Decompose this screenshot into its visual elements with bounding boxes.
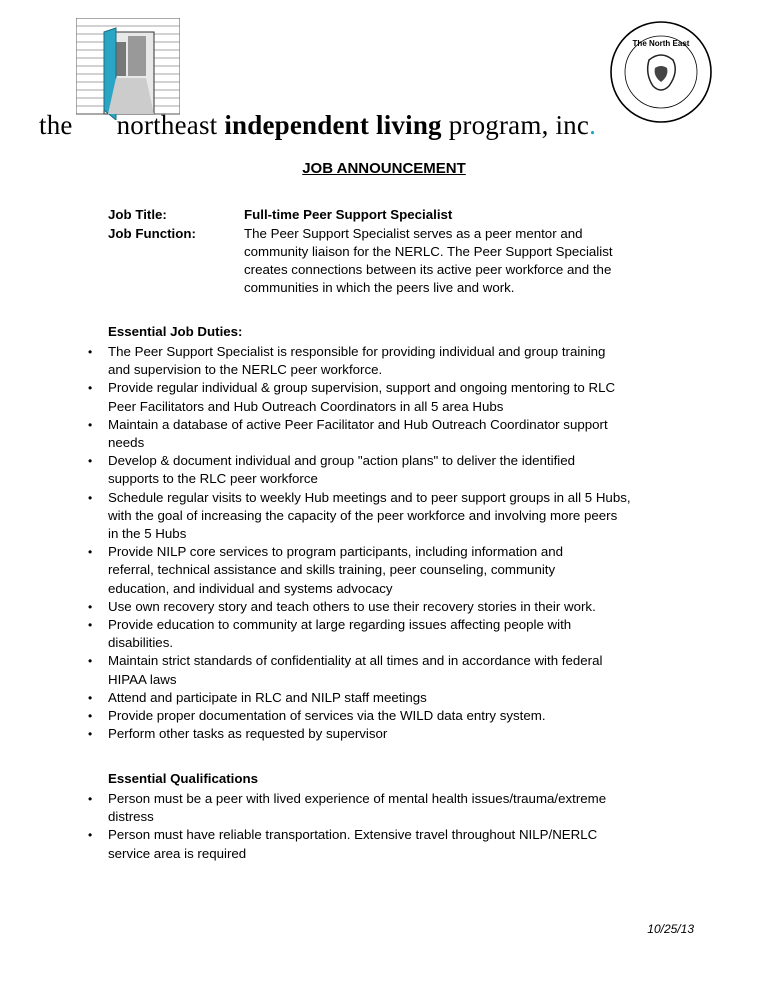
bullet-icon: • <box>88 792 93 806</box>
bullet-icon: • <box>88 345 93 359</box>
list-item <box>0 416 668 452</box>
list-item <box>0 707 668 725</box>
list-item-line: Maintain a database of active Peer Facilitator and Hub Outreach Coordinator support <box>108 416 608 432</box>
bullet-icon: • <box>88 709 93 724</box>
list-item-line: needs <box>108 435 145 451</box>
list-item-line: Peer Facilitators and Hub Outreach Coordinators in all 5 area Hubs <box>108 398 504 414</box>
list-item <box>0 652 668 688</box>
list-item-line: Person must have reliable transportation. Extensive travel throughout NILP/NERLC <box>108 827 598 843</box>
job-function-line: communities in which the peers live and work. <box>244 280 515 295</box>
job-title-label: Job Title: <box>108 207 167 222</box>
list-item-line: referral, technical assistance and skills training, peer counseling, community <box>108 562 556 578</box>
org-name-dot: . <box>589 110 597 140</box>
list-item-line: Maintain strict standards of confidentiality at all times and in accordance with federal <box>108 653 603 669</box>
list-item-line: Provide proper documentation of services via the WILD data entry system. <box>108 708 546 724</box>
bullet-icon: • <box>88 690 93 705</box>
list-item-line: disabilities. <box>108 635 174 651</box>
bullet-icon: • <box>88 417 93 432</box>
duties-list <box>0 343 668 743</box>
job-function-text <box>244 225 613 297</box>
seal-text-top: The North East <box>632 39 690 48</box>
list-item <box>0 343 668 379</box>
nerlc-seal-logo <box>609 20 713 124</box>
job-title-value: Full-time Peer Support Specialist <box>244 207 453 222</box>
bullet-icon: • <box>88 454 93 469</box>
list-item-line: Attend and participate in RLC and NILP staff meetings <box>108 689 427 705</box>
announcement-title-text: JOB ANNOUNCEMENT <box>302 160 466 177</box>
org-name-northeast: northeast <box>116 110 225 140</box>
bullet-icon: • <box>88 545 93 560</box>
bullet-icon: • <box>88 654 93 669</box>
list-item-line: Develop & document individual and group "action plans" to deliver the identified <box>108 453 576 469</box>
list-item-line: supports to the RLC peer workforce <box>108 471 318 487</box>
job-function-line: community liaison for the NERLC. The Peer Support Specialist <box>244 244 613 259</box>
list-item <box>0 598 668 616</box>
org-name-independent-living: independent living <box>224 110 442 140</box>
list-item-line: Provide NILP core services to program participants, including information and <box>108 544 564 560</box>
list-item-line: education, and individual and systems advocacy <box>108 580 393 596</box>
job-function-line: The Peer Support Specialist serves as a peer mentor and <box>244 226 583 241</box>
list-item-line: distress <box>108 809 154 825</box>
list-item <box>0 616 668 652</box>
bullet-icon: • <box>88 618 93 633</box>
list-item-line: in the 5 Hubs <box>108 526 187 542</box>
list-item <box>0 826 668 862</box>
list-item-line: Use own recovery story and teach others to use their recovery stories in their work. <box>108 598 596 614</box>
bullet-icon: • <box>88 490 93 505</box>
list-item <box>0 452 668 488</box>
list-item-line: service area is required <box>108 845 247 861</box>
bullet-icon: • <box>88 828 93 843</box>
list-item-line: and supervision to the NERLC peer workforce. <box>108 362 383 378</box>
org-name-program: program, inc <box>441 110 590 140</box>
organization-name <box>39 110 596 141</box>
list-item-line: Person must be a peer with lived experience of mental health issues/trauma/extreme <box>108 791 607 806</box>
org-name-the: the <box>39 110 73 140</box>
job-function-line: creates connections between its active peer workforce and the <box>244 262 612 277</box>
list-item-line: Provide regular individual & group supervision, support and ongoing mentoring to RLC <box>108 380 616 396</box>
job-function-label: Job Function: <box>108 226 196 241</box>
list-item <box>0 689 668 707</box>
list-item <box>0 543 668 598</box>
list-item-line: with the goal of increasing the capacity of the peer workforce and involving more peers <box>108 507 618 523</box>
list-item-line: HIPAA laws <box>108 671 177 687</box>
list-item-line: Schedule regular visits to weekly Hub meetings and to peer support groups in all 5 Hubs, <box>108 489 631 505</box>
list-item-line: The Peer Support Specialist is responsible for providing individual and group training <box>108 344 606 359</box>
list-item-line: Provide education to community at large regarding issues affecting people with <box>108 617 572 633</box>
duties-heading: Essential Job Duties: <box>108 324 243 339</box>
list-item <box>0 790 668 826</box>
qualifications-list <box>0 790 668 863</box>
nilp-logo <box>76 18 180 120</box>
list-item <box>0 379 668 415</box>
qualifications-heading: Essential Qualifications <box>108 771 259 786</box>
footer-date: 10/25/13 <box>647 922 694 936</box>
list-item <box>0 725 668 743</box>
announcement-title <box>0 160 768 177</box>
bullet-icon: • <box>88 381 93 396</box>
bullet-icon: • <box>88 727 93 742</box>
bullet-icon: • <box>88 599 93 614</box>
list-item-line: Perform other tasks as requested by supervisor <box>108 726 388 742</box>
list-item <box>0 489 668 544</box>
